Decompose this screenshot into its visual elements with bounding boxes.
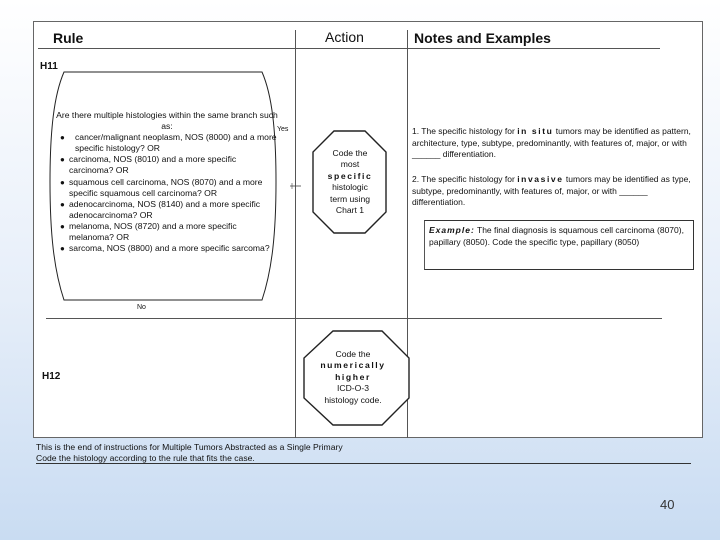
bullet-icon: ●	[60, 199, 65, 209]
h11-example-box	[424, 220, 694, 270]
bullet-icon: ●	[60, 155, 65, 165]
h11-option: ● squamous cell carcinoma, NOS (8070) and a more specific squamous cell carcinoma? OR	[60, 176, 263, 198]
rule-id-h12: H12	[42, 371, 61, 382]
example-label: Example:	[429, 225, 475, 235]
page-number: 40	[660, 497, 675, 512]
example-text: The final diagnosis is squamous cell carcinoma (8070), papillary (8050). Code the specific type, papillary (8050)	[429, 225, 684, 247]
h11-question-title: Are there multiple histologies within the same branch such as:	[56, 110, 278, 132]
no-label: No	[137, 304, 146, 311]
bullet-icon: ●	[60, 221, 65, 231]
footer-instructions: This is the end of instructions for Multiple Tumors Abstracted as a Single Primary Code the histology according to the rule that fits the case.	[36, 442, 343, 464]
rule-id-h11: H11	[40, 61, 58, 72]
bullet-icon: ●	[60, 177, 65, 187]
h11-note-2: 2. The specific histology for invasive tumors may be identified as type, subtype, predominantly, with features of, major, or with ______ differentiation.	[412, 174, 691, 208]
yes-label: Yes	[277, 126, 289, 133]
bullet-icon: ●	[60, 244, 65, 254]
header-rule: Rule	[53, 30, 84, 46]
h11-option: ● melanoma, NOS (8720) and a more specific melanoma? OR	[60, 220, 237, 243]
header-action: Action	[325, 29, 364, 45]
h11-option: ● carcinoma, NOS (8010) and a more specific carcinoma? OR	[60, 154, 237, 176]
h11-note-1: 1. The specific histology for in situ tumors may be identified as pattern, architecture, type, subtype, predominantly, with features of, major, or with ______ differentiation.	[412, 126, 691, 160]
h11-option: ● sarcoma, NOS (8800) and a more specific sarcoma?	[60, 243, 270, 254]
header-notes: Notes and Examples	[414, 30, 551, 46]
h11-option: ● cancer/malignant neoplasm, NOS (8000) and a more specific histology? OR	[60, 132, 277, 154]
bullet-icon: ●	[60, 133, 65, 143]
footer-underline	[36, 463, 691, 464]
h11-question	[56, 110, 278, 254]
h11-option: ● adenocarcinoma, NOS (8140) and a more specific adenocarcinoma? OR	[60, 198, 261, 220]
h12-action-text: Code the numerically higher ICD-O-3 histology code.	[320, 349, 386, 405]
h11-action-text: Code the most specific histologic term using Chart 1	[327, 148, 373, 216]
